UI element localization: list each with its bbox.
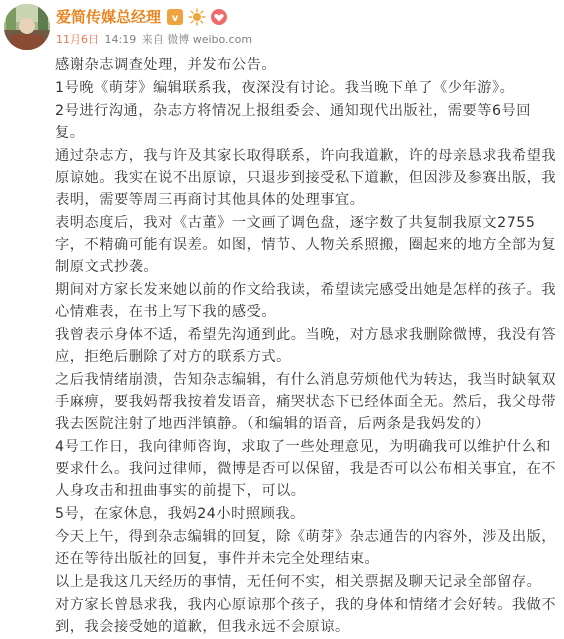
paragraph-7: 我曾表示身体不适，希望先沟通到此。当晚，对方恳求我删除微博，我没有答应，拒绝后删除了对方的联系方式。 <box>55 327 557 365</box>
paragraph-2: 1号晚《萌芽》编辑联系我，夜深没有讨论。我当晚下单了《少年游》。 <box>55 80 515 96</box>
paragraph-10: 5号，在家休息，我妈24小时照顾我。 <box>55 506 305 522</box>
author-badges <box>166 8 228 26</box>
post-body <box>55 54 557 639</box>
post-date[interactable]: 11月6日 <box>56 33 99 46</box>
heart-badge-icon[interactable] <box>210 8 228 26</box>
author-name[interactable]: 爱简传媒总经理 <box>56 8 162 26</box>
paragraph-6: 期间对方家长发来她以前的作文给我读，希望读完感受出她是怎样的孩子。我心情难表，在书上写下我的感受。 <box>55 282 557 320</box>
avatar-image <box>4 4 50 50</box>
paragraph-13: 对方家长曾恳求我，我内心原谅那个孩子，我的身体和情绪才会好转。我做不到，我会接受她的道歉，但我永远不会原谅。 <box>55 597 557 635</box>
avatar[interactable] <box>4 4 50 50</box>
source-prefix: 来自 <box>141 33 164 46</box>
post-time[interactable]: 14:19 <box>104 33 137 46</box>
sun-badge-icon[interactable] <box>188 8 206 26</box>
paragraph-11: 今天上午，得到杂志编辑的回复，除《萌芽》杂志通告的内容外，涉及出版，还在等待出版社的回复，事件并未完全处理结束。 <box>55 529 557 567</box>
svg-text:v: v <box>171 13 179 24</box>
post-source[interactable]: 微博 weibo.com <box>167 33 253 46</box>
paragraph-5: 表明态度后，我对《古董》一文画了调色盘，逐字数了共复制我原文2755字，不精确可能有误差。如图，情节、人物关系照搬，圈起来的地方全部为复制原文式抄袭。 <box>55 215 557 275</box>
post-meta <box>56 33 252 47</box>
paragraph-3: 2号进行沟通，杂志方将情况上报组委会、通知现代出版社，需要等6号回复。 <box>55 103 532 141</box>
paragraph-9: 4号工作日，我向律师咨询，求取了一些处理意见，为明确我可以维护什么和要求什么。我问过律师，微博是否可以保留，我是否可以公布相关事宜，在不人身攻击和扭曲事实的前提下，可以。 <box>55 439 557 499</box>
paragraph-4: 通过杂志方，我与许及其家长取得联系，许向我道歉，许的母亲恳求我希望我原谅她。我实在说不出原谅，只退步到接受私下道歉，但因涉及参赛出版，我表明，需要等周三再商讨其他具体的处理事宜。 <box>55 148 557 208</box>
paragraph-12: 以上是我这几天经历的事情，无任何不实，相关票据及聊天记录全部留存。 <box>55 574 542 590</box>
post-header <box>0 0 564 56</box>
member-badge-icon[interactable] <box>166 8 184 26</box>
paragraph-1: 感谢杂志调查处理，并发布公告。 <box>55 57 277 73</box>
paragraph-8: 之后我情绪崩溃，告知杂志编辑，有什么消息劳烦他代为转达，我当时缺氧双手麻痹，要我妈帮我按着发语音，痛哭状态下已经体面全无。然后，我父母带我去医院注射了地西泮镇静。（和编辑的语音，后两条是我妈发的） <box>55 372 557 432</box>
